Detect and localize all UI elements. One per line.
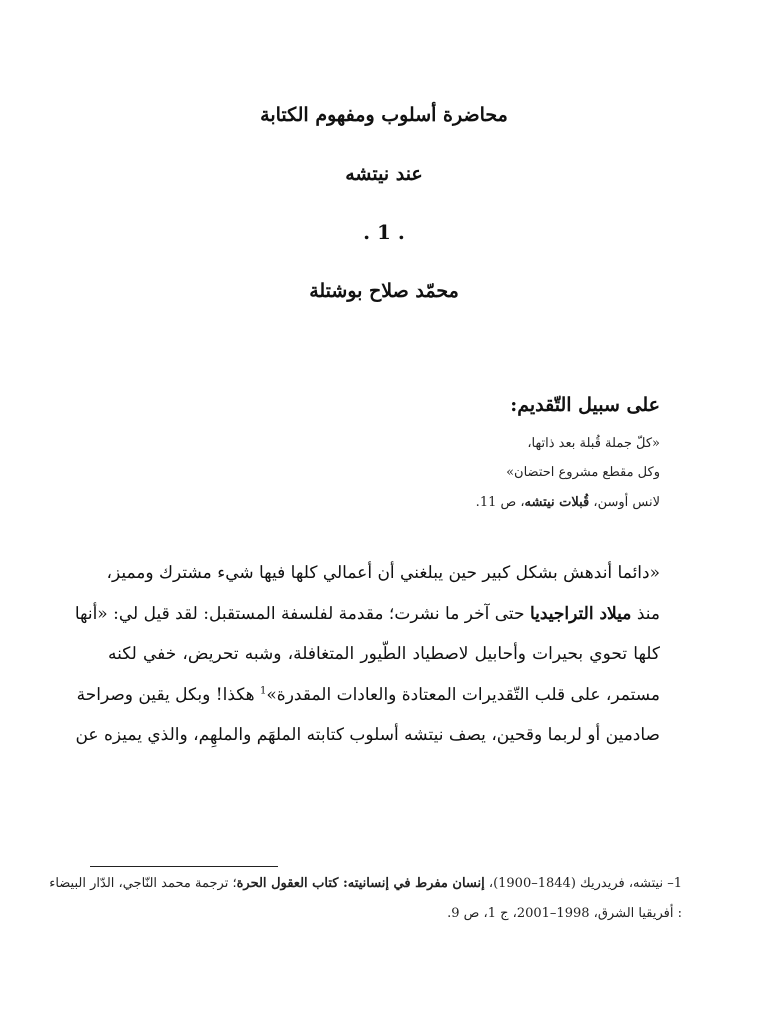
footnote-line-2: : أفريقيا الشرق، 1998–2001، ج 1، ص 9. — [447, 906, 682, 921]
footnote-book-title: إنسان مفرط في إنسانيته: كتاب العقول الحرة — [236, 876, 485, 891]
section-heading: على سبيل التّقديم: — [510, 394, 660, 416]
footnote-reference: 1 — [260, 684, 267, 696]
book-title-birth-of-tragedy: ميلاد التراجيديا — [529, 603, 632, 624]
body-line-2-post: حتى آخر ما نشرت؛ مقدمة لفلسفة المستقبل: لقد قيل لي: «أنها — [74, 603, 530, 624]
body-line-4 — [76, 675, 660, 716]
author-name: محمّد صلاح بوشتلة — [309, 280, 459, 302]
body-line-4-pre: مستمر، على قلب التّقديرات المعتادة والعادات المقدرة» — [266, 684, 660, 705]
footnote-divider — [90, 866, 278, 867]
part-number: . 1 . — [363, 220, 405, 244]
body-line-3: كلها تحوي بحيرات وأحابيل لاصطياد الطّيور المتغافلة، وشبه تحريض، خفي لكنه — [108, 644, 660, 664]
body-line-1: «دائما أندهش بشكل كبير حين يبلغني أن أعمالي كلها فيها شيء مشترك ومميز، — [106, 563, 660, 583]
body-paragraph — [74, 553, 660, 756]
body-line-2-pre: منذ — [631, 603, 660, 624]
epigraph-line-1: «كلّ جملة قُبلة بعد ذاتها، — [527, 436, 660, 451]
body-line-5: صادمين أو لربما وقحين، يصف نيتشه أسلوب كتابته الملهَم والملهِم، والذي يميزه عن — [75, 725, 660, 745]
lecture-subtitle: عند نيتشه — [345, 163, 423, 185]
epigraph-attribution-suffix: ، ص 11. — [475, 495, 525, 510]
body-line-4-post: هكذا! وبكل يقين وصراحة — [76, 684, 261, 705]
lecture-title: محاضرة أسلوب ومفهوم الكتابة — [260, 104, 508, 126]
epigraph-attribution-prefix: لانس أوسن، — [589, 495, 660, 510]
epigraph-line-2: وكل مقطع مشروع احتضان» — [506, 465, 660, 480]
body-line-2 — [74, 594, 660, 635]
epigraph-book-title: قُبلات نيتشه — [524, 495, 590, 510]
footnote-line-1 — [49, 876, 682, 891]
footnote-line-1-post: ؛ ترجمة محمد النّاجي، الدّار البيضاء — [49, 876, 237, 891]
footnote-line-1-pre: 1– نيتشه، فريدريك (1844–1900)، — [484, 876, 682, 891]
epigraph-attribution — [476, 495, 660, 510]
